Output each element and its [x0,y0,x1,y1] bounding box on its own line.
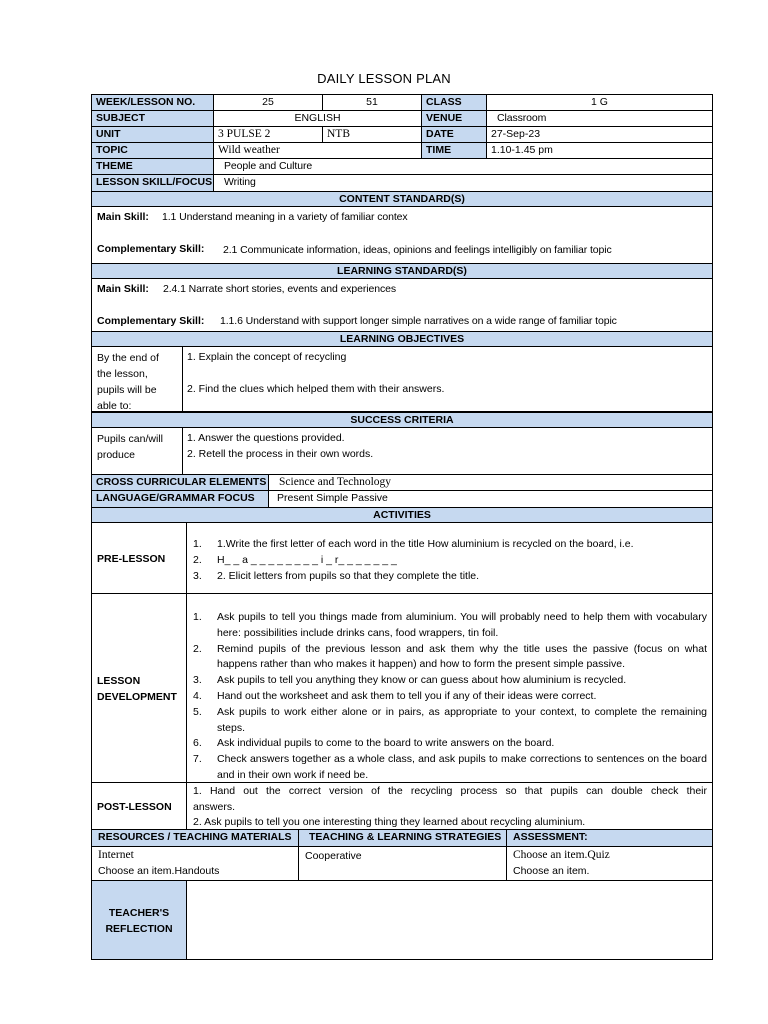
success-item: 1. Answer the questions provided. [187,432,345,444]
theme-label: THEME [91,158,214,175]
assessment-cell [506,846,713,881]
date-label: DATE [421,126,487,143]
unit-value: 3 PULSE 2 [213,126,323,143]
skill-value: Writing [213,174,713,192]
content-main-value: 1.1 Understand meaning in a variety of familiar contex [162,211,408,223]
venue-value: Classroom [486,110,713,127]
reflection-label: TEACHER'S REFLECTION [105,907,173,935]
success-intro: Pupils can/will produce [97,433,163,461]
list-item: 2. H_ _ a _ _ _ _ _ _ _ _ i _ r_ _ _ _ _ _ _ [193,553,397,566]
learning-comp-value: 1.1.6 Understand with support longer simple narratives on a wide range of familiar topic [220,315,617,327]
venue-label: VENUE [421,110,487,127]
list-item: 4. Hand out the worksheet and ask them to tell you if any of their ideas were correct. [193,689,597,702]
unit-book: NTB [322,126,422,143]
assessment-item: Choose an item. [513,865,590,877]
list-item: 7. Check answers together as a whole class, and ask pupils to make corrections to sentences on the board and in their own work if need be. [193,753,707,781]
activities-heading: ACTIVITIES [91,507,713,523]
resources-heading: RESOURCES / TEACHING MATERIALS [91,829,299,847]
pre-lesson-section [91,522,713,594]
strategies-heading: TEACHING & LEARNING STRATEGIES [298,829,507,847]
success-heading: SUCCESS CRITERIA [91,412,713,428]
resource-item: Internet [98,849,134,861]
success-item: 2. Retell the process in their own words. [187,448,374,460]
topic-label: TOPIC [91,142,214,159]
time-value: 1.10-1.45 pm [486,142,713,159]
class-value: 1 G [486,94,713,111]
grammar-label: LANGUAGE/GRAMMAR FOCUS [91,490,269,508]
assessment-item: Choose an item.Quiz [513,849,610,861]
unit-label: UNIT [91,126,214,143]
list-item: 5. Ask pupils to work either alone or in pairs, as appropriate to your context, to complete the remaining steps. [193,705,707,734]
learning-standard-section [91,278,713,332]
date-value: 27-Sep-23 [486,126,713,143]
week-value: 25 [213,94,323,111]
success-section [91,427,713,475]
lesson-value: 51 [322,94,422,111]
objectives-heading: LEARNING OBJECTIVES [91,331,713,347]
list-item: 2. Remind pupils of the previous lesson and ask them why the title uses the passive (focus on what happens rather than who makes it happen) and how to form the present simple passive. [193,642,707,671]
objective-item: 1. Explain the concept of recycling [187,351,347,363]
theme-value: People and Culture [213,158,713,175]
list-item: 3. Ask pupils to tell you anything they know or can guess about how aluminium is recycled. [193,674,627,687]
lesson-development-label: LESSON DEVELOPMENT [97,675,177,703]
post-lesson-text: 1. Hand out the correct version of the recycling process so that pupils can double check their answers. 2. Ask pupils to tell you one interesting thing they learned about recycling aluminium. [193,785,707,828]
content-comp-value: 2.1 Communicate information, ideas, opinions and feelings intelligibly on familiar topic [223,244,612,256]
resources-cell [91,846,299,881]
content-main-label: Main Skill: [97,211,149,223]
pre-lesson-label: PRE-LESSON [97,553,166,565]
objectives-section [91,346,713,412]
post-lesson-section [91,782,713,830]
content-standard-section [91,206,713,264]
assessment-heading: ASSESSMENT: [506,829,713,847]
subject-value: ENGLISH [213,110,422,127]
reflection-input[interactable] [186,880,713,960]
list-item: 1. Ask pupils to tell you things made from aluminium. You will probably need to help them with vocabulary here: possibilities include drinks cans, food wrappers, tin foil. [193,611,707,639]
pre-lesson-list [193,537,708,584]
strategy-item: Cooperative [305,850,362,862]
subject-label: SUBJECT [91,110,214,127]
cross-curricular-value: Science and Technology [268,474,713,491]
objectives-intro: By the end of the lesson, pupils will be able to: [97,352,159,412]
topic-value: Wild weather [213,142,422,159]
week-label: WEEK/LESSON NO. [91,94,214,111]
objective-item: 2. Find the clues which helped them with their answers. [187,383,445,395]
learning-main-label: Main Skill: [97,283,149,295]
skill-label: LESSON SKILL/FOCUS [91,174,214,192]
lesson-development-list [193,610,707,784]
post-lesson-label: POST-LESSON [97,801,172,813]
class-label: CLASS [421,94,487,111]
content-comp-label: Complementary Skill: [97,243,205,255]
learning-standard-heading: LEARNING STANDARD(S) [91,263,713,279]
page-title: DAILY LESSON PLAN [317,71,451,86]
list-item: 1. 1.Write the first letter of each word in the title How aluminium is recycled on the board, i.e. [193,538,634,550]
cross-curricular-label: CROSS CURRICULAR ELEMENTS [91,474,269,491]
time-label: TIME [421,142,487,159]
reflection-label-cell [91,880,187,960]
content-standard-heading: CONTENT STANDARD(S) [91,191,713,207]
learning-main-value: 2.4.1 Narrate short stories, events and experiences [163,283,397,295]
resource-item: Choose an item.Handouts [98,865,220,877]
list-item: 6. Ask individual pupils to come to the board to write answers on the board. [193,737,555,750]
learning-comp-label: Complementary Skill: [97,315,205,327]
list-item: 3. 2. Elicit letters from pupils so that they complete the title. [193,569,480,582]
lesson-development-section [91,593,713,783]
strategies-cell [298,846,507,881]
grammar-value: Present Simple Passive [268,490,713,508]
